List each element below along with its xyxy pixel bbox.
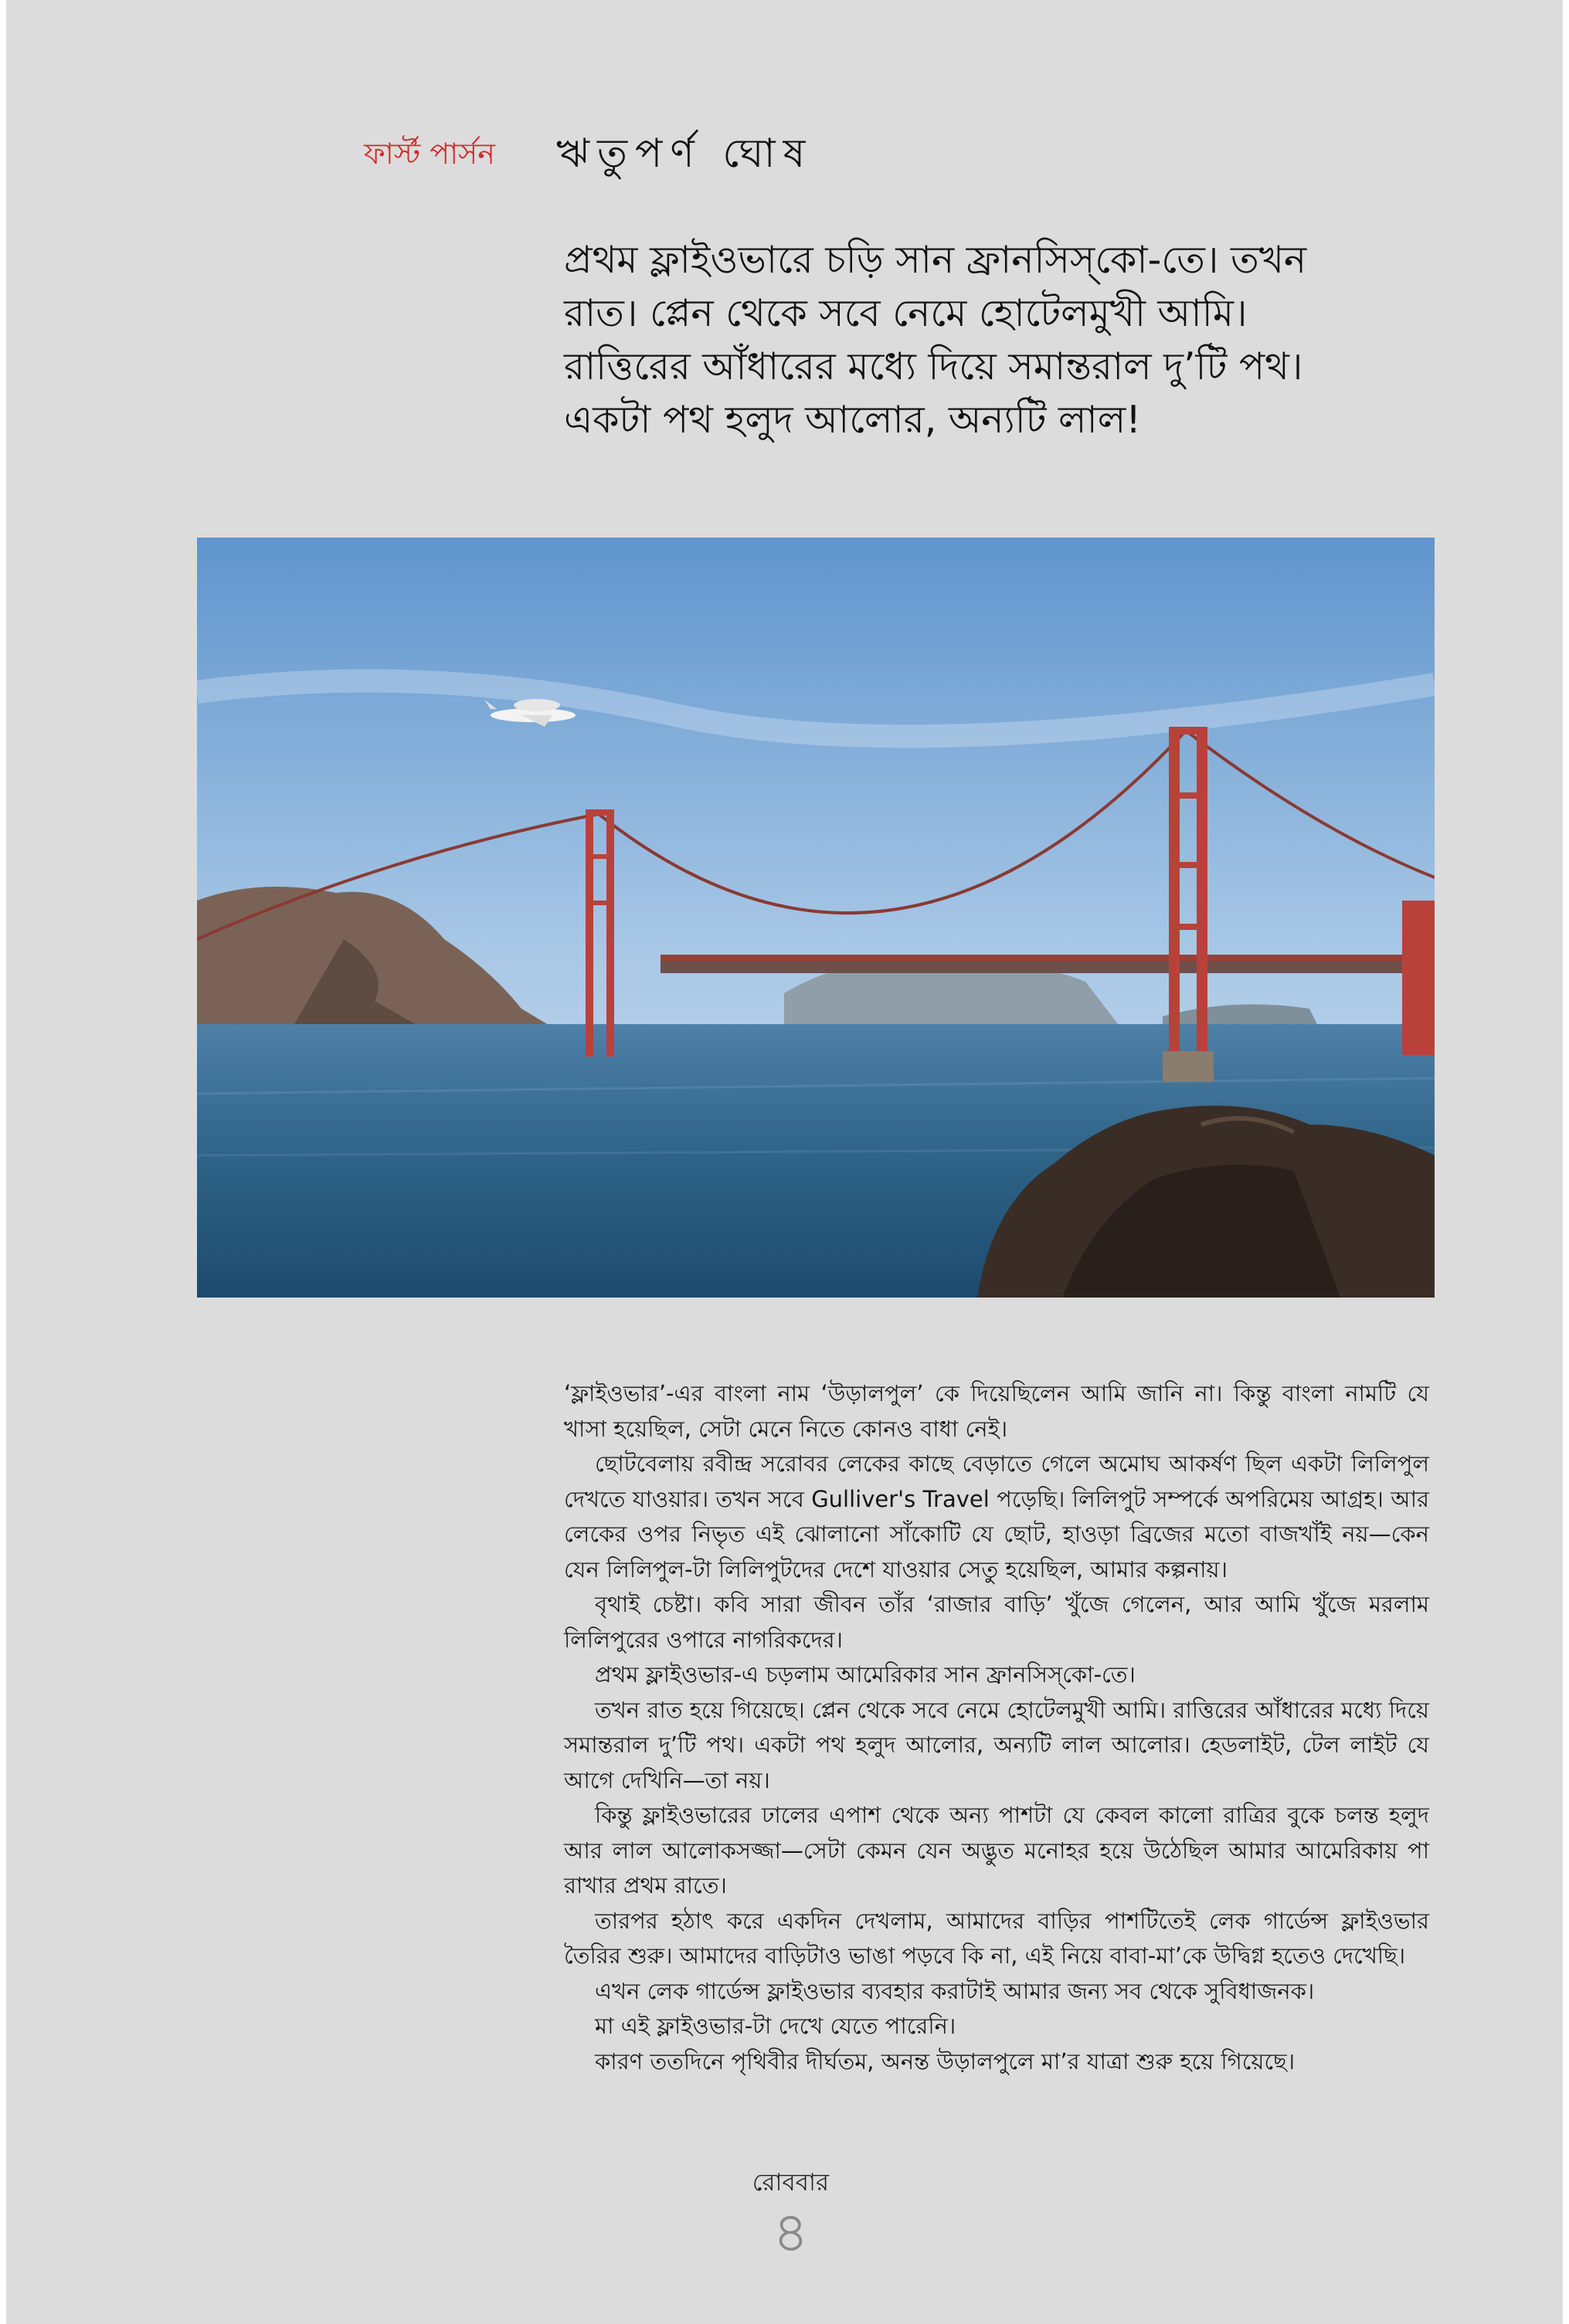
- column-label: ফার্স্ট পার্সন: [364, 137, 495, 171]
- intro-line: একটা পথ হলুদ আলোর, অন্যটি লাল!: [564, 398, 1141, 442]
- page-number: ৪: [773, 2200, 809, 2265]
- intro-line: রাত। প্লেন থেকে সবে নেমে হোটেলমুখী আমি।: [564, 291, 1248, 335]
- article-paragraph: বৃথাই চেষ্টা। কবি সারা জীবন তাঁর ‘রাজার বাড়ি’ খুঁজে গেলেন, আর আমি খুঁজে মরলাম লিলিপুরের ওপারে নাগরিকদের।: [564, 1591, 1429, 1653]
- article-paragraph: কারণ ততদিনে পৃথিবীর দীর্ঘতম, অনন্ত উড়ালপুলে মা’র যাত্রা শুরু হয়ে গিয়েছে।: [595, 2047, 1296, 2075]
- article-paragraph: তারপর হঠাৎ করে একদিন দেখলাম, আমাদের বাড়ির পাশটিতেই লেক গার্ডেন্স ফ্লাইওভার তৈরির শুরু। আমাদের বাড়িটাও ভাঙা পড়বে কি না, এই নিয়ে বাবা-মা’কে উদ্বিগ্ন হতেও দেখেছি।: [564, 1907, 1429, 1969]
- article-body: [564, 1376, 1429, 2079]
- author-name: ঋতুপর্ণ ঘোষ: [556, 131, 813, 177]
- magazine-page: [6, 0, 1563, 2324]
- magazine-name: রোববার: [752, 2169, 830, 2197]
- intro-line: রাত্তিরের আঁধারের মধ্যে দিয়ে সমান্তরাল দু’টি পথ।: [564, 344, 1303, 388]
- article-paragraph: এখন লেক গার্ডেন্স ফ্লাইওভার ব্যবহার করাটাই আমার জন্য সব থেকে সুবিধাজনক।: [595, 1977, 1315, 2004]
- article-paragraph: কিন্তু ফ্লাইওভারের ঢালের এপাশ থেকে অন্য পাশটা যে কেবল কালো রাত্রির বুকে চলন্ত হলুদ আর লাল আলোকসজ্জা—সেটা কেমন যেন অদ্ভুত মনোহর হয়ে উঠেছিল আমার আমেরিকায় পা রাখার প্রথম রাতে।: [564, 1802, 1429, 1898]
- intro-pullquote: [564, 233, 1499, 446]
- article-paragraph: প্রথম ফ্লাইওভার-এ চড়লাম আমেরিকার সান ফ্রানসিস্‌কো-তে।: [595, 1661, 1136, 1688]
- golden-gate-bridge-photo: [197, 538, 1435, 1298]
- article-paragraph: মা এই ফ্লাইওভার-টা দেখে যেতে পারেনি।: [595, 2013, 956, 2039]
- article-paragraph: ছোটবেলায় রবীন্দ্র সরোবর লেকের কাছে বেড়াতে গেলে অমোঘ আকর্ষণ ছিল একটা লিলিপুল দেখতে যাওয়ার। তখন সবে Gulliver's Travel পড়েছি। লিলিপুট সম্পর্কে অপরিমেয় আগ্রহ। আর লেকের ওপর নিভৃত এই ঝোলানো সাঁকোটি যে ছোট, হাওড়া ব্রিজের মতো বাজখাঁই নয়—কেন যেন লিলিপুল-টা লিলিপুটদের দেশে যাওয়ার সেতু হয়েছিল, আমার কল্পনায়।: [564, 1450, 1429, 1583]
- intro-line: প্রথম ফ্লাইওভারে চড়ি সান ফ্রানসিস্‌কো-তে। তখন: [564, 238, 1307, 282]
- article-paragraph: তখন রাত হয়ে গিয়েছে। প্লেন থেকে সবে নেমে হোটেলমুখী আমি। রাত্তিরের আঁধারের মধ্যে দিয়ে সমান্তরাল দু’টি পথ। একটা পথ হলুদ আলোর, অন্যটি লাল আলোর। হেডলাইট, টেল লাইট যে আগে দেখিনি—তা নয়।: [564, 1696, 1429, 1793]
- article-paragraph: ‘ফ্লাইওভার’-এর বাংলা নাম ‘উড়ালপুল’ কে দিয়েছিলেন আমি জানি না। কিন্তু বাংলা নামটি যে খাসা হয়েছিল, সেটা মেনে নিতে কোনও বাধা নেই।: [564, 1380, 1429, 1442]
